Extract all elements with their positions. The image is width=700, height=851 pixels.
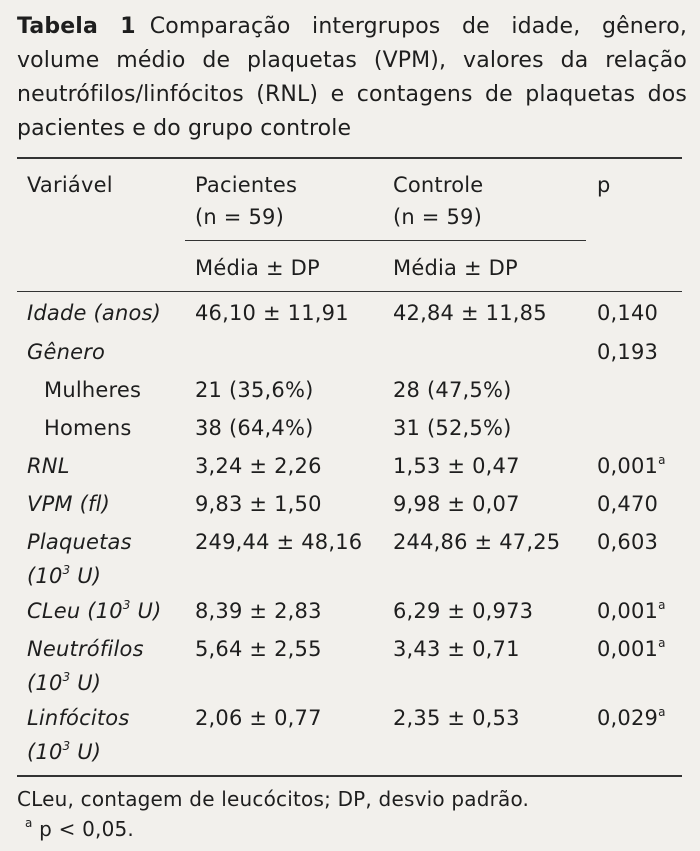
- header-patients: Pacientes: [195, 173, 298, 197]
- footnote-marker: a: [658, 598, 666, 612]
- row-controls-rnl: 1,53 ± 0,47: [393, 454, 520, 478]
- p-value: 0,029: [597, 706, 659, 730]
- row-p-linfocitos: [597, 701, 666, 735]
- row-patients-homens: 38 (64,4%): [195, 416, 314, 440]
- unit-exponent: 3: [122, 598, 131, 612]
- row-controls-neutrofilos: 3,43 ± 0,71: [393, 637, 520, 661]
- bottom-rule: [17, 775, 682, 777]
- table-caption: [17, 10, 687, 146]
- row-label-idade: Idade (anos): [27, 301, 162, 325]
- row-label-plaquetas-unit: [27, 559, 101, 593]
- row-patients-vpm: 9,83 ± 1,50: [195, 492, 322, 516]
- label-text-end: U): [130, 599, 162, 623]
- footnote-significance: [25, 813, 134, 845]
- header-p: p: [597, 173, 611, 197]
- footnote-text: p < 0,05.: [32, 817, 134, 841]
- header-controls-stat: Média ± DP: [393, 256, 518, 280]
- unit-exponent: 3: [62, 563, 71, 577]
- row-patients-rnl: 3,24 ± 2,26: [195, 454, 322, 478]
- header-patients-n: (n = 59): [195, 205, 284, 229]
- label-text: CLeu (10: [27, 599, 123, 623]
- unit-text: (10: [27, 671, 63, 695]
- row-patients-linfocitos: 2,06 ± 0,77: [195, 706, 322, 730]
- row-label-linfocitos-unit: [27, 735, 101, 769]
- row-p-cleu: [597, 594, 666, 628]
- unit-text-end: U): [70, 671, 102, 695]
- row-controls-homens: 31 (52,5%): [393, 416, 512, 440]
- row-label-linfocitos: Linfócitos: [27, 706, 130, 730]
- row-patients-idade: 46,10 ± 11,91: [195, 301, 349, 325]
- footnote-marker: a: [658, 705, 666, 719]
- row-label-homens: Homens: [44, 416, 132, 440]
- unit-text-end: U): [70, 564, 102, 588]
- top-rule: [17, 157, 682, 159]
- row-label-rnl: RNL: [27, 454, 70, 478]
- row-controls-vpm: 9,98 ± 0,07: [393, 492, 520, 516]
- header-variable: Variável: [27, 173, 113, 197]
- p-value: 0,001: [597, 637, 659, 661]
- header-controls-n: (n = 59): [393, 205, 482, 229]
- header-rule: [17, 291, 682, 292]
- row-controls-idade: 42,84 ± 11,85: [393, 301, 547, 325]
- unit-text: (10: [27, 564, 63, 588]
- unit-exponent: 3: [62, 739, 71, 753]
- footnote-marker: a: [25, 816, 33, 830]
- row-p-neutrofilos: [597, 632, 666, 666]
- row-controls-cleu: 6,29 ± 0,973: [393, 599, 534, 623]
- row-label-neutrofilos: Neutrófilos: [27, 637, 144, 661]
- row-controls-linfocitos: 2,35 ± 0,53: [393, 706, 520, 730]
- row-label-neutrofilos-unit: [27, 666, 101, 700]
- table-number: Tabela 1: [17, 14, 136, 39]
- row-patients-cleu: 8,39 ± 2,83: [195, 599, 322, 623]
- footnote-marker: a: [658, 453, 666, 467]
- row-patients-mulheres: 21 (35,6%): [195, 378, 314, 402]
- p-value: 0,001: [597, 599, 659, 623]
- row-label-vpm: VPM (fl): [27, 492, 111, 516]
- row-label-plaquetas: Plaquetas: [27, 530, 132, 554]
- footnote-marker: a: [658, 636, 666, 650]
- row-patients-neutrofilos: 5,64 ± 2,55: [195, 637, 322, 661]
- row-label-mulheres: Mulheres: [44, 378, 142, 402]
- table-title: Comparação intergrupos de idade, gênero, volume médio de plaquetas (VPM), valores da relação neutrófilos/linfócitos (RNL) e contagens de plaquetas dos pacientes e do grupo controle: [17, 14, 687, 141]
- unit-text-end: U): [70, 740, 102, 764]
- row-p-rnl: [597, 449, 666, 483]
- unit-exponent: 3: [62, 670, 71, 684]
- header-controls: Controle: [393, 173, 484, 197]
- row-label-genero: Gênero: [27, 340, 106, 364]
- row-patients-plaquetas: 249,44 ± 48,16: [195, 530, 363, 554]
- row-p-plaquetas: 0,603: [597, 530, 659, 554]
- row-label-cleu: [27, 594, 161, 628]
- footnote-abbreviations: CLeu, contagem de leucócitos; DP, desvio padrão.: [17, 787, 530, 811]
- header-patients-stat: Média ± DP: [195, 256, 320, 280]
- row-controls-plaquetas: 244,86 ± 47,25: [393, 530, 561, 554]
- row-controls-mulheres: 28 (47,5%): [393, 378, 512, 402]
- row-p-vpm: 0,470: [597, 492, 659, 516]
- p-value: 0,001: [597, 454, 659, 478]
- row-p-idade: 0,140: [597, 301, 659, 325]
- unit-text: (10: [27, 740, 63, 764]
- header-subrule: [185, 240, 586, 241]
- row-p-genero: 0,193: [597, 340, 659, 364]
